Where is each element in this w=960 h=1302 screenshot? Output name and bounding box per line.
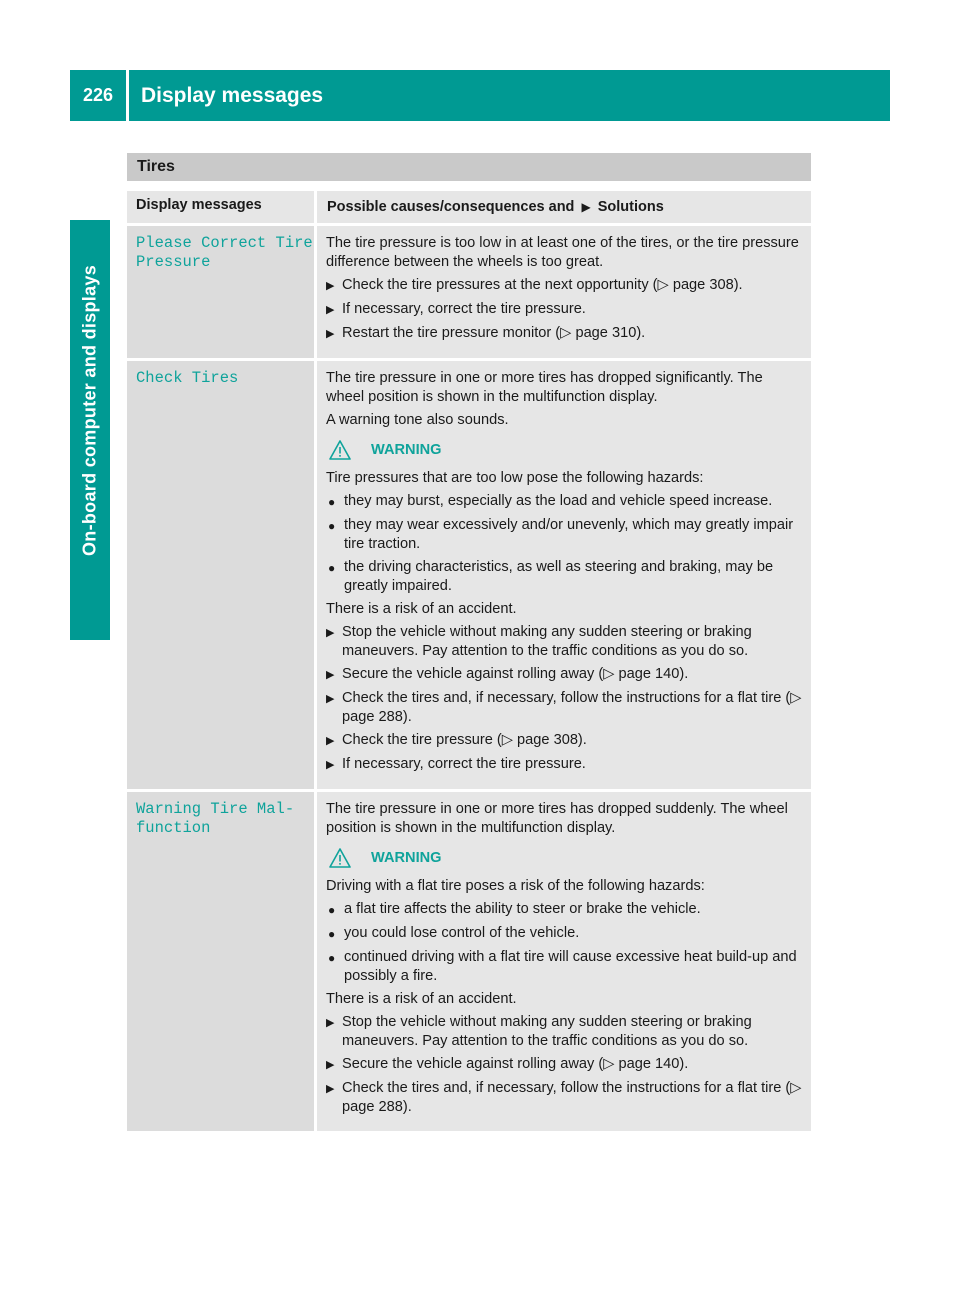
bullet-item xyxy=(326,516,803,554)
step-item xyxy=(326,300,803,320)
column-header-prefix: Possible causes/consequences and xyxy=(327,199,575,215)
display-message-text: Check Tires xyxy=(136,369,239,387)
step-text: Secure the vehicle against rolling away (▷ page 140). xyxy=(342,1056,689,1072)
bullet-icon: ● xyxy=(328,951,336,965)
hazard-intro: Tire pressures that are too low pose the following hazards: xyxy=(326,470,704,486)
bullet-text: a flat tire affects the ability to steer or brake the vehicle. xyxy=(344,901,701,917)
bullet-icon: ● xyxy=(328,495,336,509)
bullet-icon: ● xyxy=(328,519,336,533)
play-arrow-icon: ▶ xyxy=(326,1059,335,1071)
step-text: Secure the vehicle against rolling away (▷ page 140). xyxy=(342,666,689,682)
step-item xyxy=(326,755,803,775)
tires-section xyxy=(127,153,811,1131)
play-arrow-icon: ▶ xyxy=(326,759,335,771)
play-arrow-icon: ▶ xyxy=(326,304,335,316)
bullet-text: they may burst, especially as the load and vehicle speed increase. xyxy=(344,493,773,509)
step-text: Check the tire pressure (▷ page 308). xyxy=(342,732,587,748)
step-item xyxy=(326,276,803,296)
warning-triangle-icon xyxy=(329,848,351,868)
hazard-intro: Driving with a flat tire poses a risk of the following hazards: xyxy=(326,878,705,894)
table-row xyxy=(127,223,811,358)
step-text: Check the tires and, if necessary, follow the instructions for a flat tire (▷ page 288). xyxy=(342,690,802,725)
step-text: If necessary, correct the tire pressure. xyxy=(342,756,586,772)
step-item xyxy=(326,731,803,751)
cause-text: The tire pressure is too low in at least one of the tires, or the tire pressure difference between the wheels is too great. xyxy=(326,235,799,270)
step-item xyxy=(326,623,803,661)
page-number: 226 xyxy=(82,85,114,105)
section-title: Tires xyxy=(127,153,811,181)
bullet-icon: ● xyxy=(328,927,336,941)
step-item xyxy=(326,1055,803,1075)
step-item xyxy=(326,1079,803,1117)
display-message-text: Please Correct Tire Pressure xyxy=(136,234,313,271)
step-item xyxy=(326,689,803,727)
bullet-item xyxy=(326,492,803,512)
step-item xyxy=(326,1013,803,1051)
step-text: Stop the vehicle without making any sudden steering or braking maneuvers. Pay attention to the traffic conditions as you do so. xyxy=(342,624,752,659)
risk-text: There is a risk of an accident. xyxy=(326,991,517,1007)
warning-triangle-icon xyxy=(329,440,351,460)
chapter-title: Display messages xyxy=(141,83,324,107)
solution-cell xyxy=(314,226,811,358)
table-header xyxy=(127,191,811,223)
play-arrow-icon: ▶ xyxy=(326,1083,335,1095)
cause-text: The tire pressure in one or more tires has dropped suddenly. The wheel position is shown in the multifunction display. xyxy=(326,801,788,836)
warning-heading xyxy=(329,440,803,460)
step-text: If necessary, correct the tire pressure. xyxy=(342,301,586,317)
column-header-suffix: Solutions xyxy=(597,199,664,215)
step-text: Check the tires and, if necessary, follow the instructions for a flat tire (▷ page 288). xyxy=(342,1080,802,1115)
message-cell xyxy=(127,792,314,1131)
risk-text: There is a risk of an accident. xyxy=(326,601,517,617)
table-row xyxy=(127,789,811,1131)
play-arrow-icon: ▶ xyxy=(326,693,335,705)
bullet-item xyxy=(326,924,803,944)
solution-cell xyxy=(314,361,811,789)
message-cell xyxy=(127,361,314,789)
warning-label: WARNING xyxy=(371,849,442,866)
header-divider xyxy=(126,70,129,121)
bullet-text: you could lose control of the vehicle. xyxy=(344,925,580,941)
step-item xyxy=(326,324,803,344)
message-cell xyxy=(127,226,314,358)
table-row xyxy=(127,358,811,789)
play-arrow-icon: ▶ xyxy=(326,735,335,747)
play-arrow-icon: ▶ xyxy=(581,200,591,214)
bullet-item xyxy=(326,558,803,596)
play-arrow-icon: ▶ xyxy=(326,669,335,681)
solution-cell xyxy=(314,792,811,1131)
column-header-display-messages: Display messages xyxy=(136,197,262,213)
bullet-item xyxy=(326,948,803,986)
step-text: Stop the vehicle without making any sudden steering or braking maneuvers. Pay attention to the traffic conditions as you do so. xyxy=(342,1014,752,1049)
bullet-icon: ● xyxy=(328,561,336,575)
column-header-causes-solutions xyxy=(314,191,811,223)
side-tab-marker xyxy=(70,600,110,640)
warning-heading xyxy=(329,848,803,868)
cause-text: A warning tone also sounds. xyxy=(326,412,509,428)
bullet-icon: ● xyxy=(328,903,336,917)
play-arrow-icon: ▶ xyxy=(326,328,335,340)
step-item xyxy=(326,665,803,685)
cause-text: The tire pressure in one or more tires has dropped significantly. The wheel position is shown in the multifunction display. xyxy=(326,370,763,405)
step-text: Check the tire pressures at the next opportunity (▷ page 308). xyxy=(342,277,743,293)
play-arrow-icon: ▶ xyxy=(326,280,335,292)
bullet-text: they may wear excessively and/or unevenly, which may greatly impair tire traction. xyxy=(344,517,794,552)
bullet-item xyxy=(326,900,803,920)
display-message-text: Warning Tire Mal‑ function xyxy=(136,800,295,837)
play-arrow-icon: ▶ xyxy=(326,627,335,639)
step-text: Restart the tire pressure monitor (▷ page 310). xyxy=(342,325,646,341)
bullet-text: continued driving with a flat tire will cause excessive heat build-up and possibly a fire. xyxy=(344,949,797,984)
play-arrow-icon: ▶ xyxy=(326,1017,335,1029)
bullet-text: the driving characteristics, as well as steering and braking, may be greatly impaired. xyxy=(344,559,774,594)
side-chapter-tab: On-board computer and displays xyxy=(70,220,110,600)
warning-label: WARNING xyxy=(371,441,442,458)
